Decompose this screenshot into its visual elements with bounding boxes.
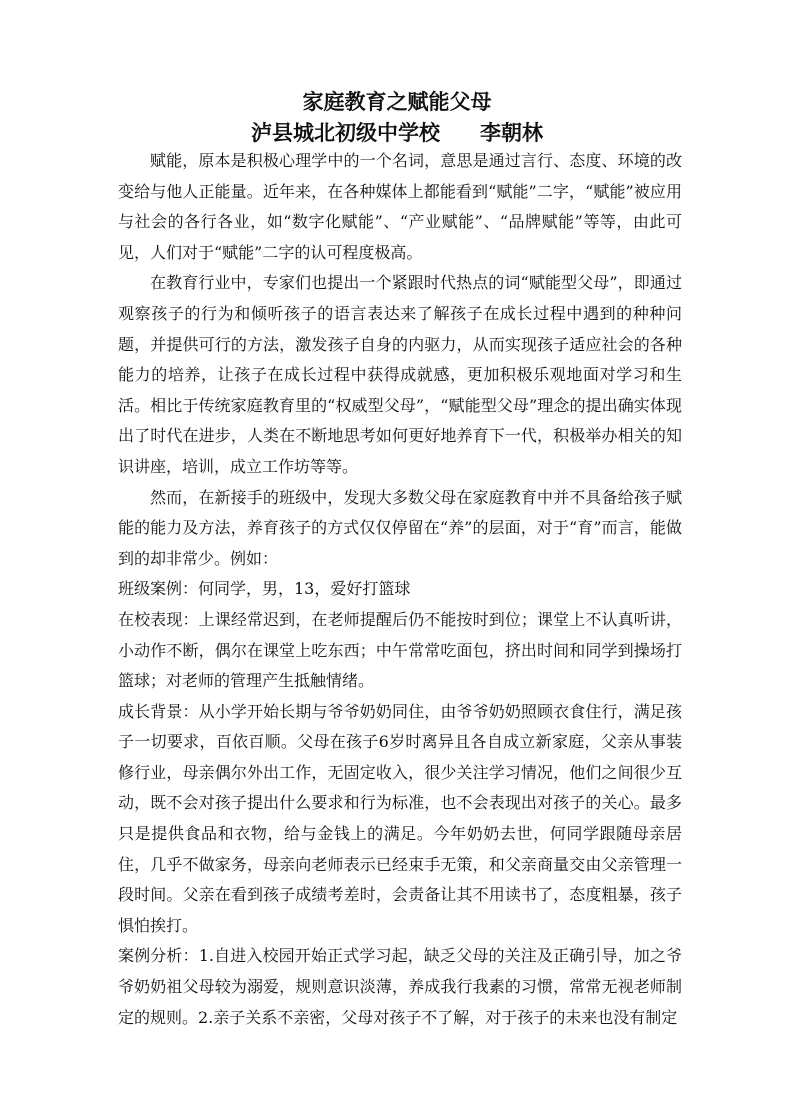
paragraph-intro: 赋能，原本是积极心理学中的一个名词，意思是通过言行、态度、环境的改变给与他人正能量。近年来，在各种媒体上都能看到“赋能”二字，“赋能”被应用与社会的各行各业，如“数字化赋能”、“产业赋能”、“品牌赋能”等等，由此可见，人们对于“赋能”二字的认可程度极高。 (118, 151, 682, 262)
document-title: 家庭教育之赋能父母 (302, 90, 492, 114)
paragraph-empowering-parents: 在教育行业中，专家们也提出一个紧跟时代热点的词“赋能型父母”，即通过观察孩子的行为和倾听孩子的语言表达来了解孩子在成长过程中遇到的种种问题，并提供可行的方法，激发孩子自身的内驱力，从而实现孩子适应社会的各种能力的培养，让孩子在成长过程中获得成就感，更加积极乐观地面对学习和生活。相比于传统家庭教育里的“权威型父母”，“赋能型父母”理念的提出确实体现出了时代在进步，人类在不断地思考如何更好地养育下一代，积极举办相关的知识讲座，培训，成立工作坊等等。 (118, 273, 682, 476)
school-behavior: 在校表现：上课经常迟到，在老师提醒后仍不能按时到位；课堂上不认真听讲，小动作不断，偶尔在课堂上吃东西；中午常常吃面包，挤出时间和同学到操场打篮球；对老师的管理产生抵触情绪。 (118, 609, 682, 691)
author-line (0, 117, 794, 147)
school-name: 泸县城北初级中学校 (251, 121, 440, 145)
author-name: 李朝林 (480, 121, 543, 145)
document-body (118, 146, 682, 1033)
case-analysis: 案例分析：1.自进入校园开始正式学习起，缺乏父母的关注及正确引导，加之爷爷奶奶祖父母较为溺爱，规则意识淡薄，养成我行我素的习惯，常常无视老师制定的规则。2.亲子关系不亲密，父母对孩子不了解，对于孩子的未来也没有制定 (118, 946, 682, 1027)
growth-background: 成长背景：从小学开始长期与爷爷奶奶同住，由爷爷奶奶照顾衣食住行，满足孩子一切要求，百依百顺。父母在孩子6岁时离异且各自成立新家庭，父亲从事装修行业，母亲偶尔外出工作，无固定收入，很少关注学习情况，他们之间很少互动，既不会对孩子提出什么要求和行为标准，也不会表现出对孩子的关心。最多只是提供食品和衣物，给与金钱上的满足。今年奶奶去世，何同学跟随母亲居住，几乎不做家务，母亲向老师表示已经束手无策，和父亲商量交由父亲管理一段时间。父亲在看到孩子成绩考差时，会责备让其不用读书了，态度粗暴，孩子惧怕挨打。 (118, 701, 682, 935)
paragraph-observation: 然而，在新接手的班级中，发现大多数父母在家庭教育中并不具备给孩子赋能的能力及方法，养育孩子的方式仅仅停留在“养”的层面，对于“育”而言，能做到的却非常少。例如： (118, 487, 682, 568)
case-title: 班级案例：何同学，男，13，爱好打篮球 (118, 579, 411, 599)
